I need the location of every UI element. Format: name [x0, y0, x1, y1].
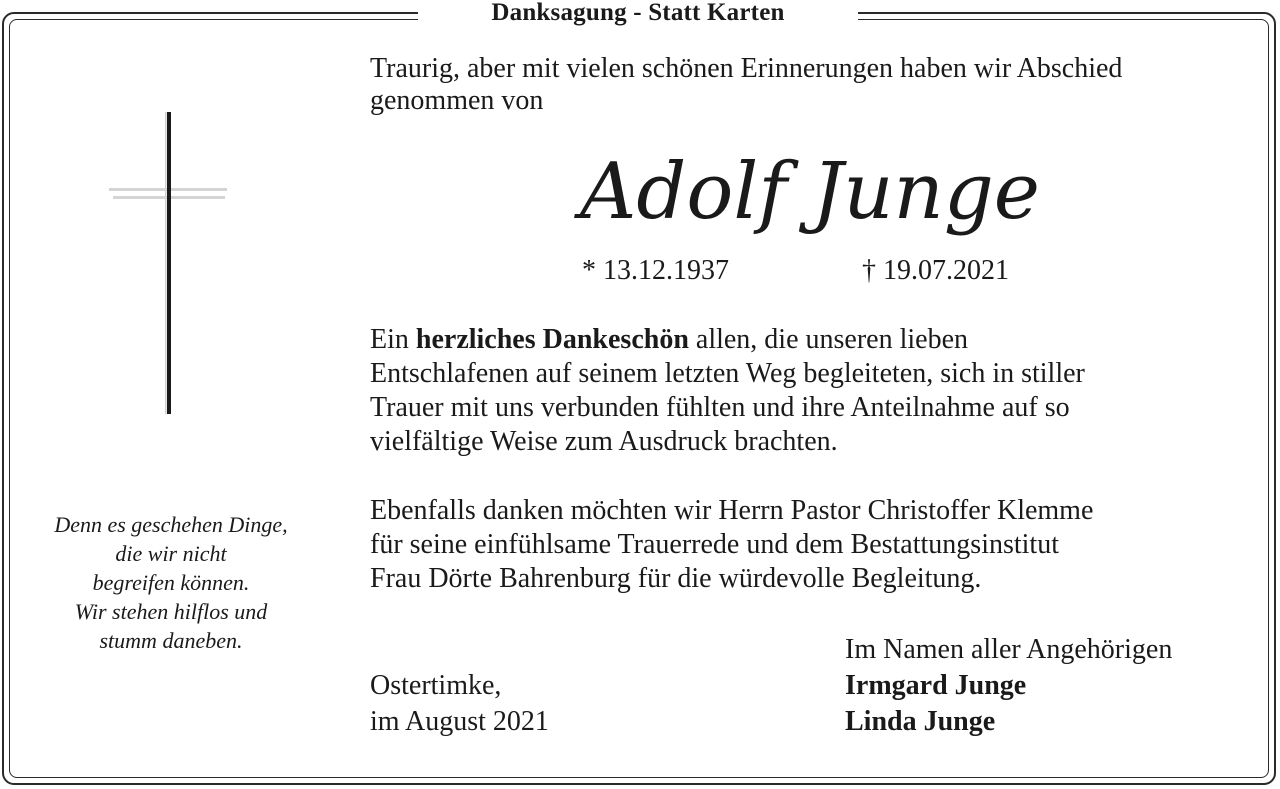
signatory: Linda Junge [845, 706, 996, 737]
signoff-intro: Im Namen aller Angehörigen [845, 634, 1173, 665]
signatory: Irmgard Junge [845, 670, 1027, 701]
thanks2-line: Ebenfalls danken möchten wir Herrn Pastor Christoffer Klemme [370, 495, 1094, 526]
thanks-line: vielfältige Weise zum Ausdruck brachten. [370, 426, 838, 457]
thanks-paragraph [370, 323, 1270, 459]
birth-date: * 13.12.1937 [582, 255, 729, 286]
signoff [845, 632, 1172, 740]
deceased-name: Adolf Junge [573, 147, 1040, 237]
thanks2-line: für seine einfühlsame Trauerrede und dem Bestattungsinstitut [370, 529, 1059, 560]
place: Ostertimke, [370, 670, 502, 701]
thanks-paragraph-2 [370, 494, 1270, 596]
quote-line: Wir stehen hilflos und [74, 599, 268, 624]
intro-line: genommen von [370, 85, 544, 116]
notice-date: im August 2021 [370, 706, 549, 737]
place-date [370, 668, 549, 740]
notice-title: Danksagung - Statt Karten [491, 0, 785, 26]
thanks-line: Trauer mit uns verbunden fühlten und ihre Anteilnahme auf so [370, 392, 1070, 423]
thanks-line [370, 323, 1270, 357]
quote-line: begreifen können. [92, 570, 250, 595]
cross-icon [105, 110, 235, 420]
deceased-name-script [570, 128, 1050, 258]
thanks-line: Entschlafenen auf seinem letzten Weg begleiteten, sich in stiller [370, 358, 1085, 389]
death-date: † 19.07.2021 [862, 255, 1009, 286]
intro-line: Traurig, aber mit vielen schönen Erinnerungen haben wir Abschied [370, 53, 1123, 84]
quote-line: stumm daneben. [99, 628, 243, 653]
quote-line: die wir nicht [115, 541, 227, 566]
intro-text [370, 53, 1270, 117]
thanks2-line: Frau Dörte Bahrenburg für die würdevolle Begleitung. [370, 563, 982, 594]
thanks-line-post: allen, die unseren lieben [688, 324, 969, 355]
thanks-line-pre: Ein [370, 324, 416, 355]
thanks-emphasis: herzliches Dankeschön [415, 324, 689, 355]
quote-line: Denn es geschehen Dinge, [54, 512, 288, 537]
sidebar-quote [12, 510, 330, 655]
